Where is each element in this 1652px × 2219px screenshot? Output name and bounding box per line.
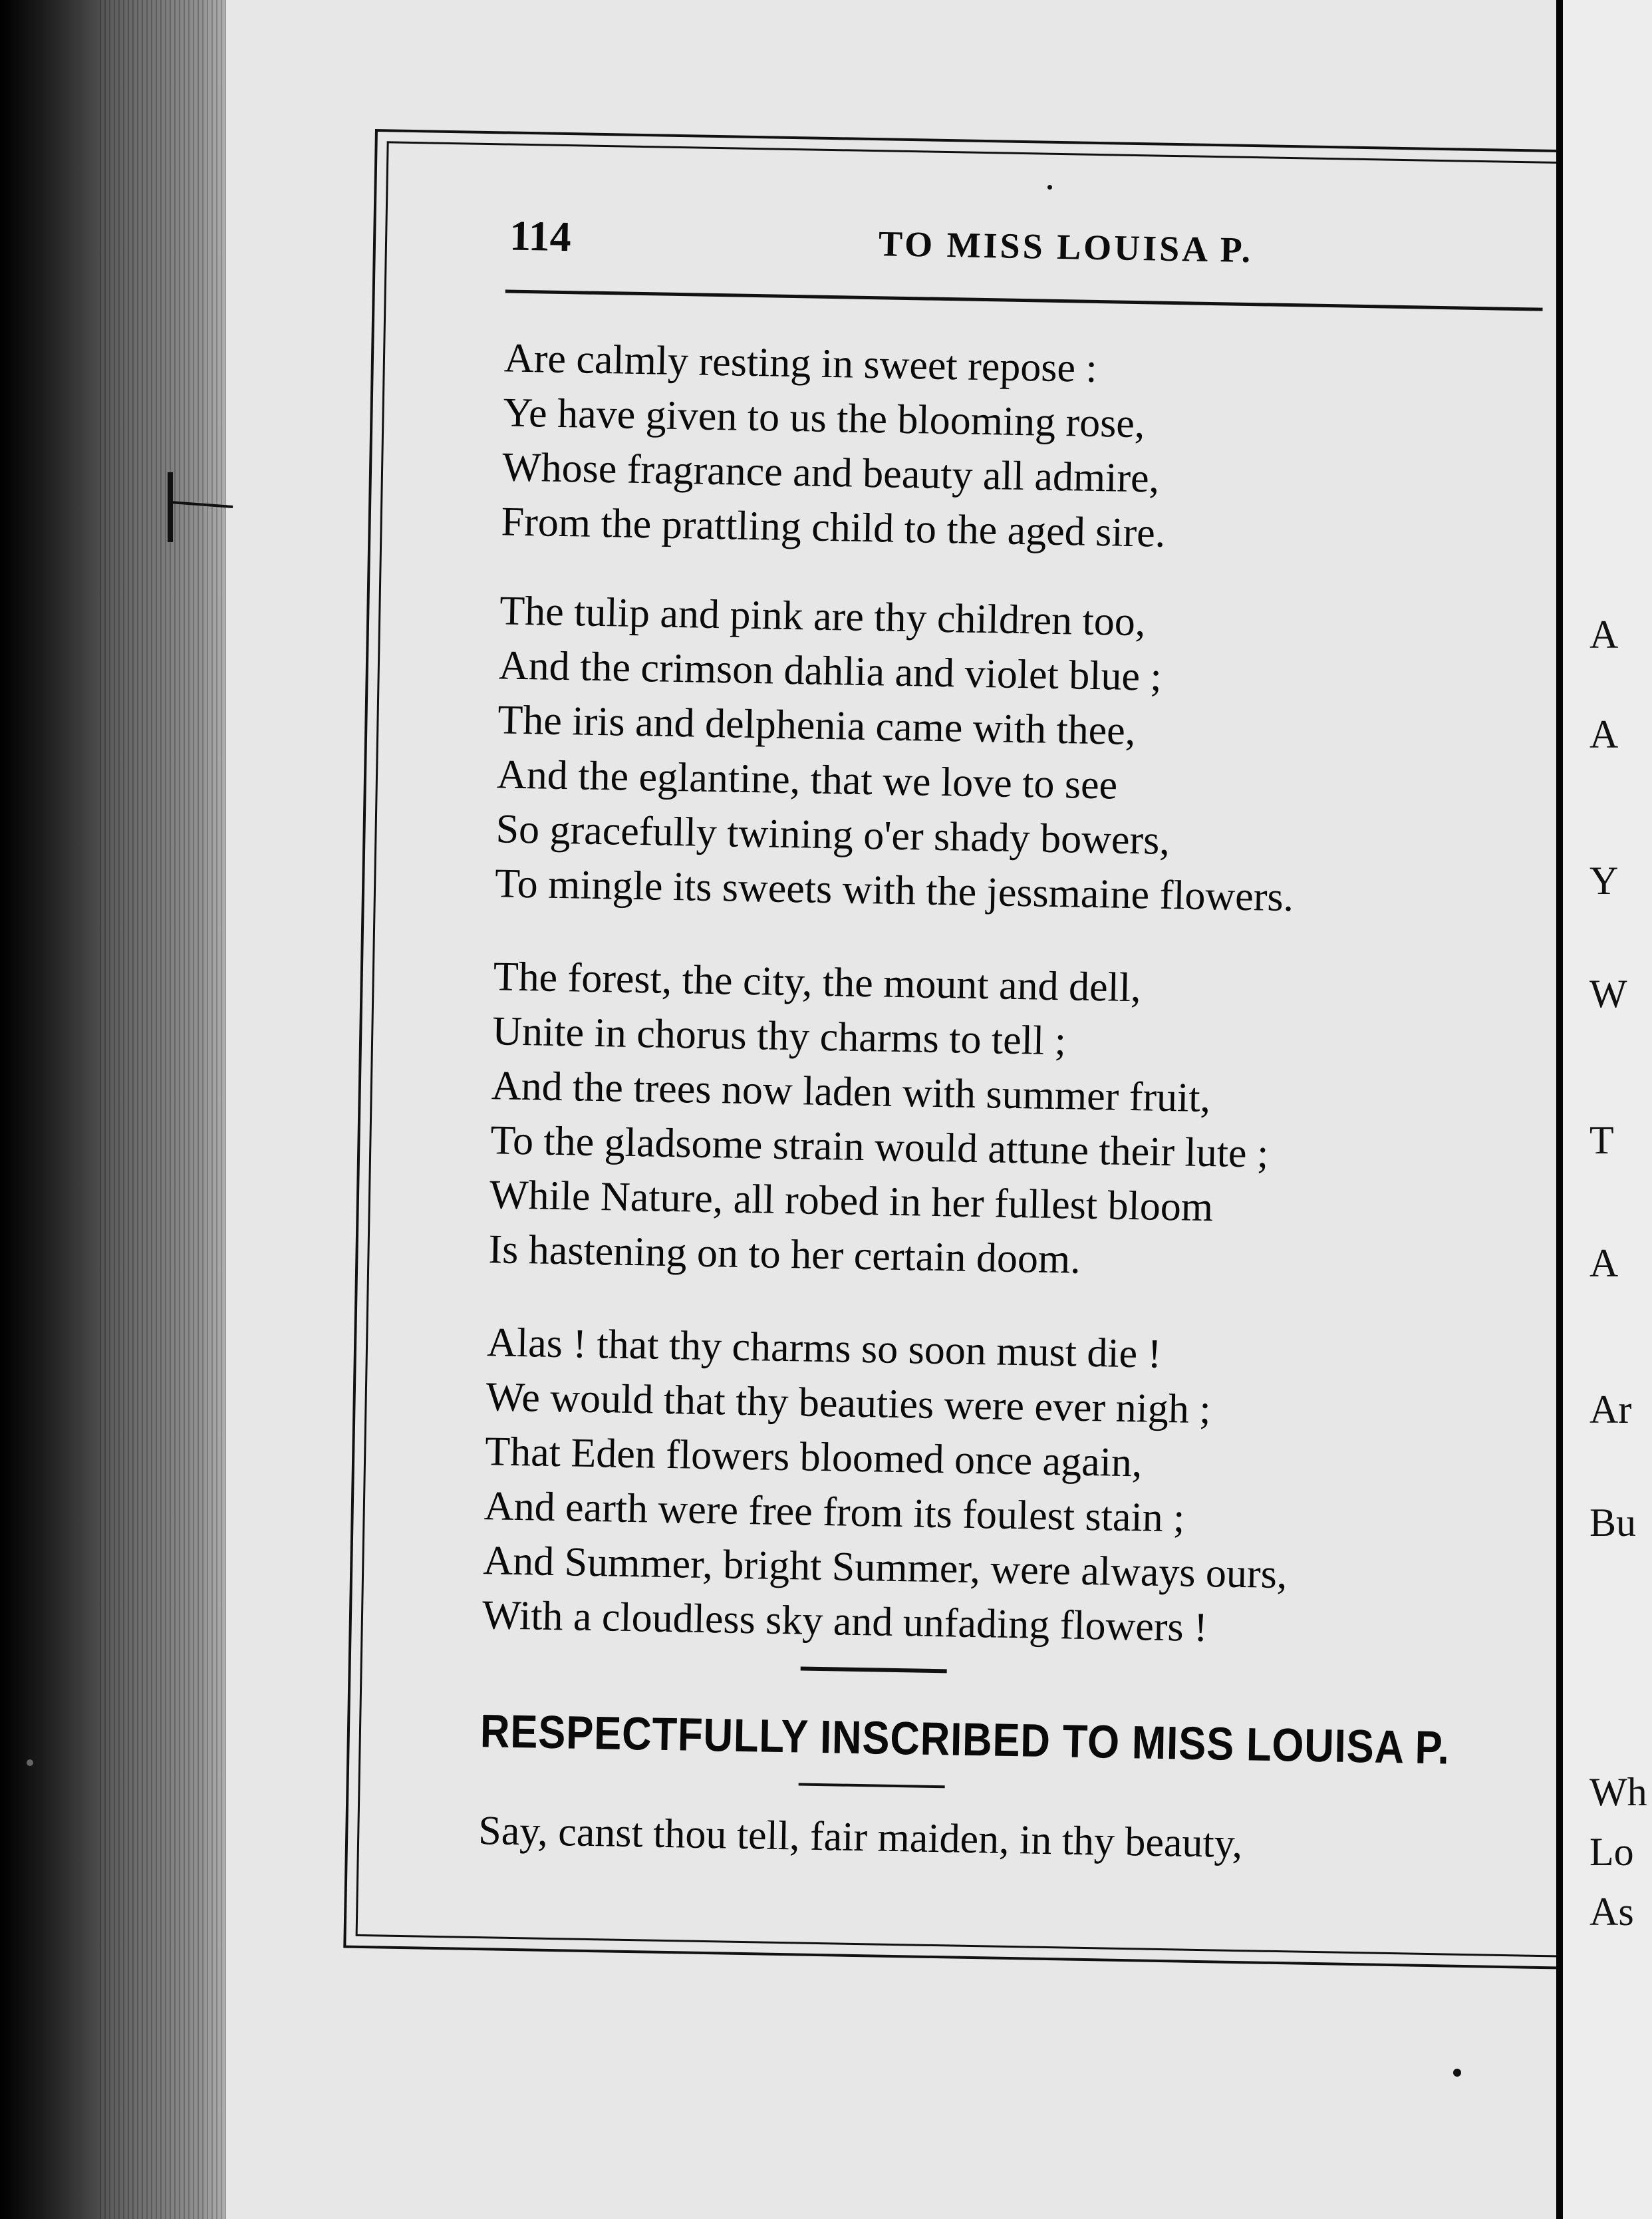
poem-line: Alas ! that thy charms so soon must die ! <box>486 1320 1162 1377</box>
poem-opening-line: Say, canst thou tell, fair maiden, in thy beauty, <box>478 1808 1243 1867</box>
poem-line: From the prattling child to the aged sire. <box>501 499 1166 556</box>
facing-page-fragment: A <box>1589 712 1619 756</box>
facing-page-fragment: A <box>1589 613 1619 657</box>
ink-speck <box>27 1759 33 1766</box>
poem-line: Is hastening on to her certain doom. <box>488 1227 1081 1282</box>
facing-page-fragment: Ar <box>1589 1388 1632 1431</box>
facing-page-fragment: T <box>1589 1118 1614 1162</box>
running-title: TO MISS LOUISA P. <box>878 223 1254 271</box>
poem-line: The iris and delphenia came with thee, <box>497 697 1136 754</box>
margin-mark-icon <box>166 466 239 545</box>
poem-line: Are calmly resting in sweet repose : <box>503 335 1098 391</box>
poem-line: We would that thy beauties were ever nigh ; <box>485 1374 1212 1433</box>
poem-line: And the crimson dahlia and violet blue ; <box>498 643 1163 700</box>
facing-page-fragment: Y <box>1589 859 1619 903</box>
poem-line: Ye have given to us the blooming rose, <box>503 390 1145 447</box>
page-border-frame <box>343 129 1611 1970</box>
facing-page-fragment: Wh <box>1589 1770 1647 1814</box>
stanza-1 <box>501 331 1568 567</box>
page-number: 114 <box>509 212 572 261</box>
stanza-4 <box>482 1315 1551 1661</box>
poem-line: Whose fragrance and beauty all admire, <box>501 444 1160 502</box>
facing-page-fragment: A <box>1589 1241 1619 1285</box>
poem-line: With a cloudless sky and unfading flowers ! <box>482 1592 1208 1651</box>
facing-page-fragment: As <box>1589 1890 1634 1934</box>
poem-line: And the trees now laden with summer fruit, <box>491 1063 1211 1121</box>
poem-line: That Eden flowers bloomed once again, <box>484 1429 1143 1486</box>
poem-line: The tulip and pink are thy children too, <box>499 588 1146 645</box>
poem-line: To mingle its sweets with the jessmaine flowers. <box>494 861 1294 921</box>
section-heading: RESPECTFULLY INSCRIBED TO MISS LOUISA P. <box>480 1705 1450 1774</box>
ink-speck <box>1453 2069 1461 2077</box>
poem-line: While Nature, all robed in her fullest bloom <box>489 1172 1214 1231</box>
facing-page-fragment: Lo <box>1589 1830 1634 1874</box>
poem-line: And Summer, bright Summer, were always ours, <box>482 1538 1288 1598</box>
poem-line: Unite in chorus thy charms to tell ; <box>491 1008 1067 1064</box>
poem-line: And the eglantine, that we love to see <box>496 752 1118 808</box>
poem-line: To the gladsome strain would attune their lute ; <box>489 1117 1269 1177</box>
ink-speck <box>1047 185 1052 190</box>
facing-page-edge <box>1556 0 1652 2219</box>
page-edge-texture <box>100 0 233 2219</box>
poem-line: The forest, the city, the mount and dell, <box>493 954 1142 1011</box>
poem-line: So gracefully twining o'er shady bowers, <box>495 806 1170 863</box>
facing-page-fragment: W <box>1589 972 1627 1016</box>
stanza-3 <box>488 949 1558 1295</box>
facing-page-fragment: Bu <box>1589 1501 1637 1545</box>
poem-line: And earth were free from its foulest stain ; <box>483 1483 1185 1541</box>
stanza-2 <box>495 583 1564 929</box>
